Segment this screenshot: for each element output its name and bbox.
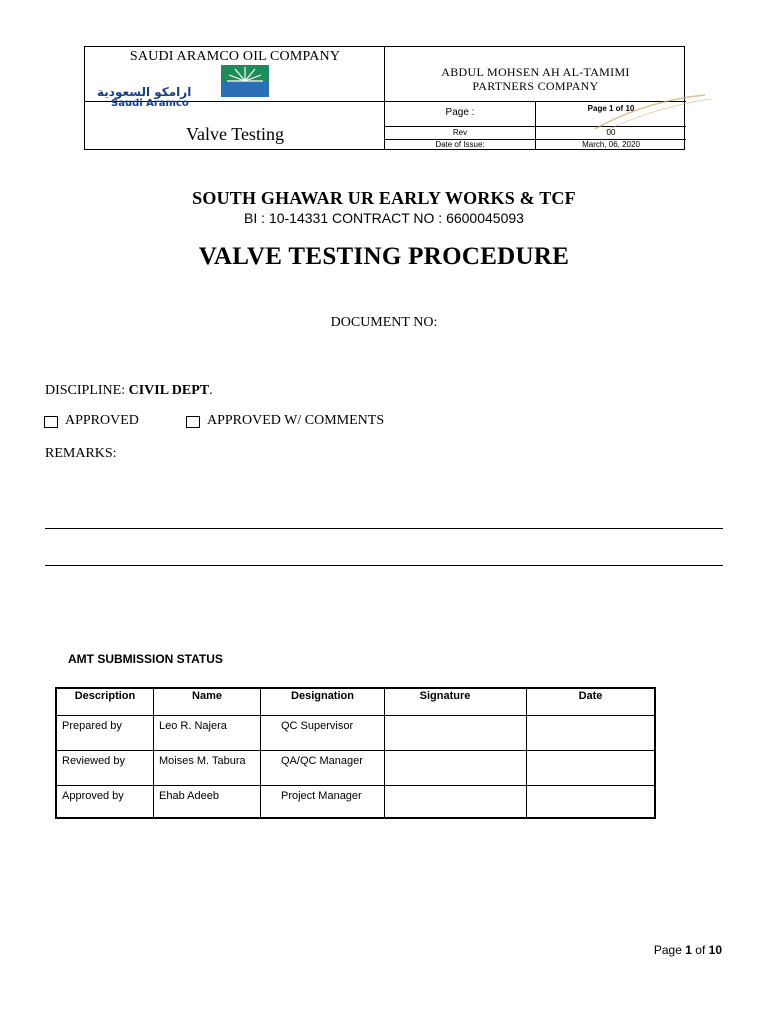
column-header-designation: Designation: [291, 690, 354, 702]
submission-status-heading: AMT SUBMISSION STATUS: [68, 652, 223, 666]
contractor-line-1: ABDUL MOHSEN AH AL-TAMIMI: [441, 65, 630, 79]
table-cell-designation: Project Manager: [281, 790, 362, 802]
table-cell-description: Approved by: [62, 790, 124, 802]
date-of-issue-label: Date of Issue:: [435, 140, 485, 149]
page-value: Page 1 of 10: [587, 104, 635, 113]
header-doc-title: Valve Testing: [186, 124, 284, 144]
remarks-line: [45, 528, 723, 529]
remarks-line: [45, 565, 723, 566]
project-title: SOUTH GHAWAR UR EARLY WORKS & TCF: [192, 188, 576, 208]
contractor-name: [385, 65, 686, 93]
contract-line: BI : 10-14331 CONTRACT NO : 6600045093: [244, 210, 524, 226]
footer-page-total: 10: [708, 943, 722, 957]
table-cell-description: Reviewed by: [62, 755, 125, 767]
discipline-label: DISCIPLINE:: [45, 383, 126, 398]
table-cell-designation: QA/QC Manager: [281, 755, 363, 767]
rev-label: Rev: [452, 128, 468, 137]
approved-with-comments-checkbox[interactable]: [186, 416, 200, 428]
table-column-divider: [153, 689, 154, 819]
document-number-label: DOCUMENT NO:: [330, 315, 438, 330]
table-column-divider: [384, 689, 385, 819]
table-row-divider: [57, 715, 654, 716]
company-name: SAUDI ARAMCO OIL COMPANY: [129, 49, 341, 64]
column-header-description: Description: [74, 690, 136, 702]
contractor-logo-swoosh: [585, 93, 715, 133]
footer-page-word: Page: [653, 943, 682, 957]
submission-status-table: [55, 687, 656, 819]
column-header-date: Date: [578, 690, 603, 702]
approved-label: APPROVED: [65, 413, 139, 428]
remarks-label: REMARKS:: [45, 446, 117, 461]
table-column-divider: [260, 689, 261, 819]
table-row-divider: [57, 785, 654, 786]
approved-checkbox[interactable]: [44, 416, 58, 428]
table-column-divider: [526, 689, 527, 819]
discipline-value: CIVIL DEPT: [128, 383, 210, 398]
page-footer: [654, 943, 722, 957]
page-title: VALVE TESTING PROCEDURE: [198, 243, 570, 270]
document-header: [84, 46, 685, 150]
discipline-suffix: .: [209, 383, 213, 398]
page-label: Page :: [445, 107, 475, 118]
table-cell-name: Moises M. Tabura: [159, 755, 246, 767]
table-cell-description: Prepared by: [62, 720, 122, 732]
table-cell-designation: QC Supervisor: [281, 720, 354, 732]
column-header-signature: Signature: [419, 690, 471, 702]
contractor-line-2: PARTNERS COMPANY: [472, 79, 599, 93]
logo-english-text: Saudi Aramco: [111, 98, 189, 109]
footer-page-number: 1: [685, 943, 692, 957]
table-row-divider: [57, 750, 654, 751]
aramco-logo-icon: [221, 65, 269, 97]
discipline-line: [45, 383, 213, 399]
date-of-issue-value: March, 06, 2020: [582, 140, 640, 149]
logo-arabic-text: ارامكو السعودية: [97, 85, 192, 99]
column-header-name: Name: [192, 690, 222, 702]
rev-value: 00: [606, 128, 616, 137]
table-cell-name: Ehab Adeeb: [159, 790, 219, 802]
footer-of-word: of: [695, 943, 706, 957]
approved-with-comments-label: APPROVED W/ COMMENTS: [207, 413, 385, 428]
table-cell-name: Leo R. Najera: [159, 720, 227, 732]
